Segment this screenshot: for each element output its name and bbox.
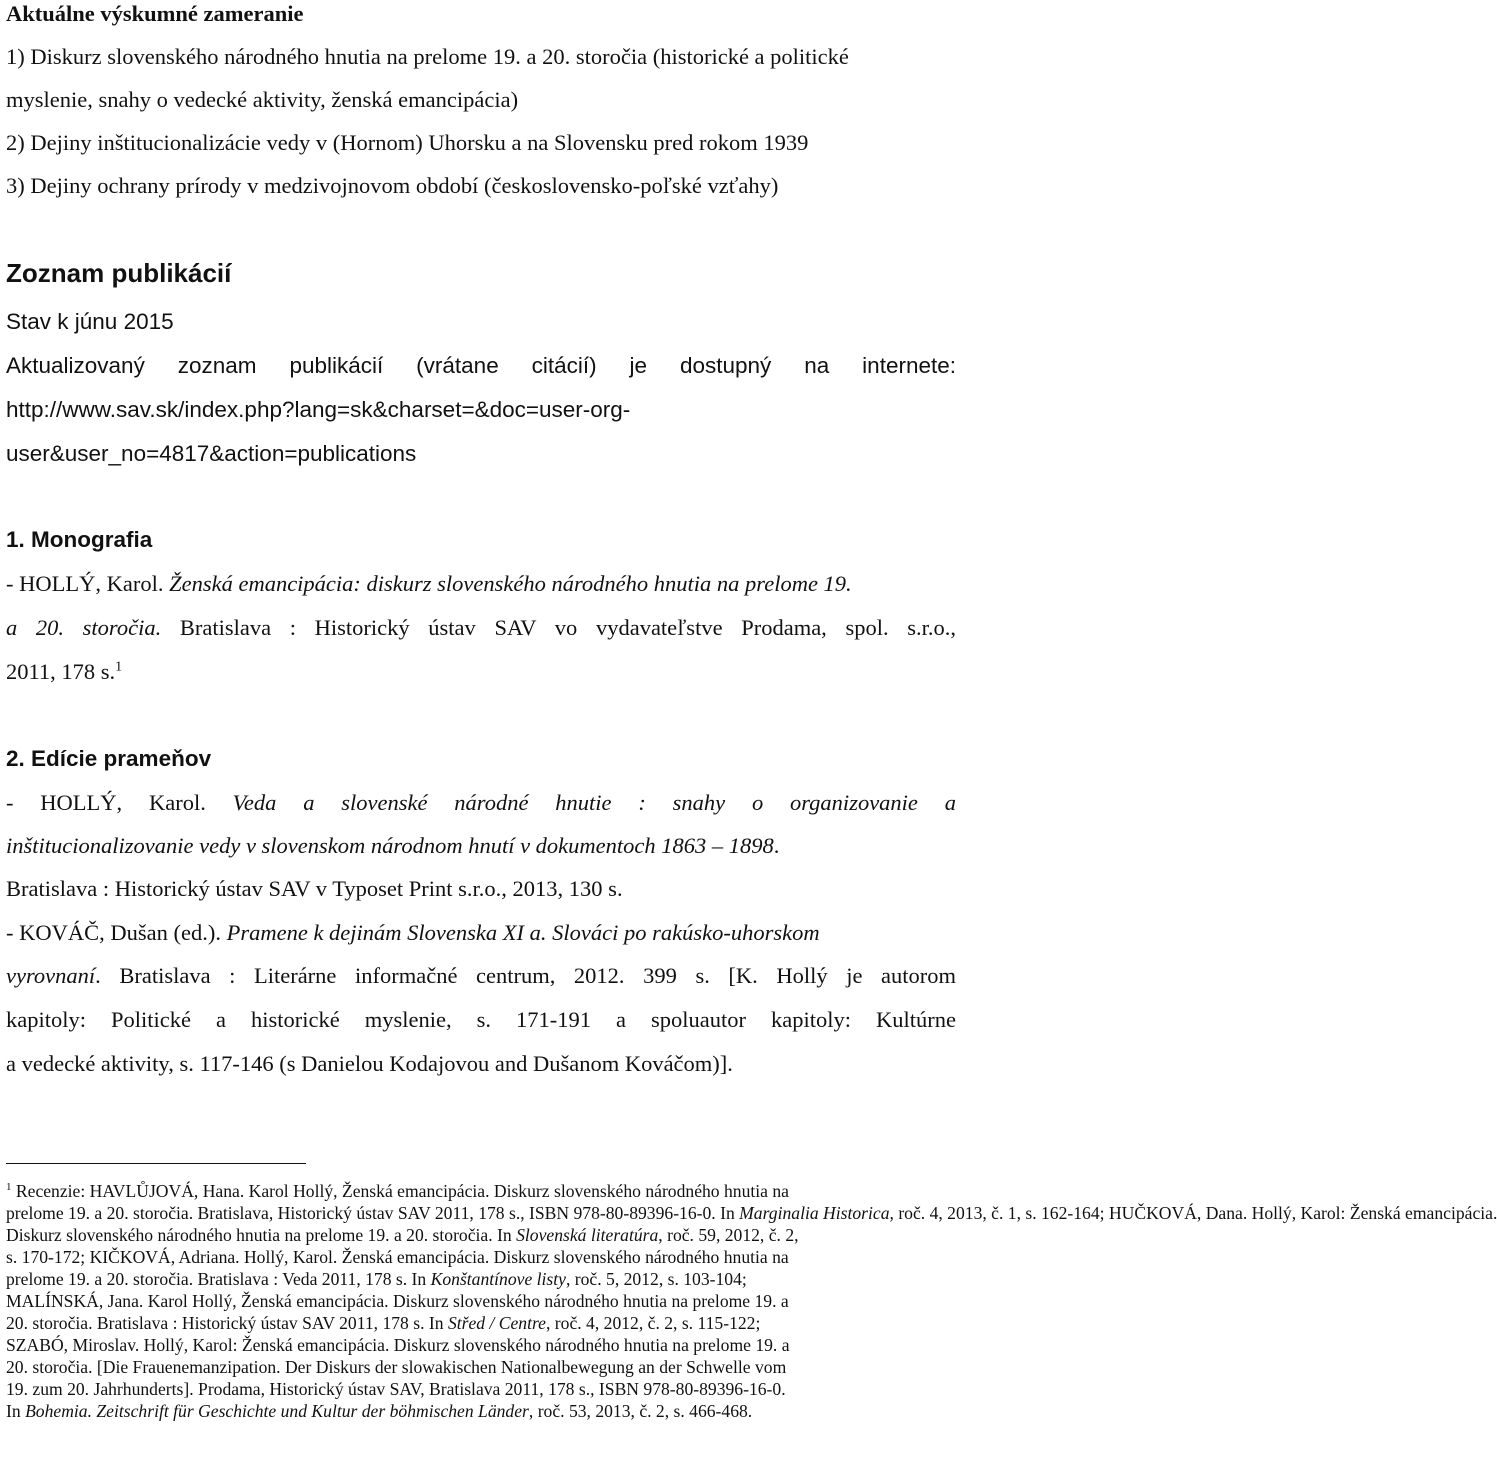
footnote-line-9: 20. storočia. [Die Frauenemanzipation. Der Diskurs der slowakischen Nationalbewegung an der Schwelle vom	[6, 1357, 787, 1377]
footnote-line-7	[6, 1312, 760, 1334]
footnote-line-1	[6, 1180, 789, 1202]
monograph-title-cont: a 20. storočia.	[6, 615, 162, 640]
footnote-line-8: SZABÓ, Miroslav. Hollý, Karol: Ženská emancipácia. Diskurz slovenského národného hnutia na prelome 19. a	[6, 1335, 790, 1355]
footnote-line-2	[6, 1202, 1497, 1224]
edition-2-line-3: kapitoly: Politické a historické myslenie, s. 171-191 a spoluautor kapitoly: Kultúrne	[6, 1007, 956, 1032]
footnote-journal: Střed / Centre	[447, 1313, 546, 1333]
research-line-3: 2) Dejiny inštitucionalizácie vedy v (Hornom) Uhorsku a na Slovensku pred rokom 1939	[6, 130, 809, 155]
footnote-text: , roč. 59, 2012, č. 2,	[658, 1225, 799, 1245]
footnote-ref-1[interactable]: 1	[115, 659, 123, 675]
footnote-line-3	[6, 1224, 799, 1246]
footnote-mark: 1	[6, 1181, 12, 1194]
footnote-journal: Bohemia. Zeitschrift für Geschichte und Kultur der böhmischen Länder	[25, 1401, 529, 1421]
footnote-journal: Marginalia Historica	[739, 1203, 890, 1223]
monograph-author: - HOLLÝ, Karol.	[6, 571, 170, 596]
edition-1-title-end: .	[773, 833, 780, 858]
edition-2-author: - KOVÁČ, Dušan (ed.).	[6, 920, 227, 945]
footnote-text: , roč. 53, 2013, č. 2, s. 466-468.	[528, 1401, 753, 1421]
edition-2-publisher: . Bratislava : Literárne informačné centrum, 2012. 399 s. [K. Hollý je autorom	[95, 963, 956, 988]
footnote-line-5	[6, 1268, 747, 1290]
research-line-1: 1) Diskurz slovenského národného hnutia na prelome 19. a 20. storočia (historické a politické	[6, 44, 849, 69]
edition-1-title-cont: inštitucionalizovanie vedy v slovenskom národnom hnutí v dokumentoch 1863 – 1898	[6, 833, 774, 858]
edition-2-line-4: a vedecké aktivity, s. 117-146 (s Danielou Kodajovou and Dušanom Kováčom)].	[6, 1051, 733, 1076]
footnote-text: prelome 19. a 20. storočia. Bratislava : Veda 2011, 178 s. In	[6, 1269, 431, 1289]
research-heading: Aktuálne výskumné zameranie	[6, 1, 304, 26]
publications-url-line-2[interactable]: user&user_no=4817&action=publications	[6, 441, 417, 466]
monograph-line-1	[6, 570, 852, 598]
footnote-journal: Konštantínove listy	[430, 1269, 566, 1289]
edition-2-title: Pramene k dejinám Slovenska XI a. Slováci po rakúsko-uhorskom	[226, 920, 820, 945]
editions-heading: 2. Edície prameňov	[6, 746, 212, 771]
footnote-text: prelome 19. a 20. storočia. Bratislava, Historický ústav SAV 2011, 178 s., ISBN 978-80-89396-16-0. In	[6, 1203, 740, 1223]
monograph-line-3	[6, 658, 122, 686]
footnote-text: Recenzie: HAVLŮJOVÁ, Hana. Karol Hollý, Ženská emancipácia. Diskurz slovenského národného hnutia na	[11, 1181, 789, 1201]
edition-1-line-2	[6, 832, 779, 860]
publications-heading: Zoznam publikácií	[6, 258, 232, 288]
footnote-text: , roč. 5, 2012, s. 103-104;	[565, 1269, 747, 1289]
edition-2-line-1	[6, 919, 820, 947]
footnote-journal: Slovenská literatúra	[516, 1225, 659, 1245]
footnote-text: Diskurz slovenského národného hnutia na prelome 19. a 20. storočia. In	[6, 1225, 517, 1245]
edition-1-line-3: Bratislava : Historický ústav SAV v Typoset Print s.r.o., 2013, 130 s.	[6, 876, 623, 901]
footnote-line-4: s. 170-172; KIČKOVÁ, Adriana. Hollý, Karol. Ženská emancipácia. Diskurz slovenského národného hnutia na	[6, 1247, 789, 1267]
monograph-publisher: Bratislava : Historický ústav SAV vo vydavateľstve Prodama, spol. s.r.o.,	[161, 615, 957, 640]
edition-2-line-2	[6, 962, 956, 990]
footnote-text: In	[6, 1401, 26, 1421]
publications-url-line-1[interactable]: http://www.sav.sk/index.php?lang=sk&charset=&doc=user-org-	[6, 397, 631, 422]
publications-intro: Aktualizovaný zoznam publikácií (vrátane citácií) je dostupný na internete:	[6, 353, 956, 378]
monograph-title: Ženská emancipácia: diskurz slovenského národného hnutia na prelome 19.	[169, 571, 852, 596]
research-line-4: 3) Dejiny ochrany prírody v medzivojnovom období (československo-poľské vzťahy)	[6, 173, 779, 198]
footnote-text: , roč. 4, 2013, č. 1, s. 162-164; HUČKOVÁ, Dana. Hollý, Karol: Ženská emancipácia.	[889, 1203, 1497, 1223]
footnote-text: 20. storočia. Bratislava : Historický ústav SAV 2011, 178 s. In	[6, 1313, 448, 1333]
research-line-2: myslenie, snahy o vedecké aktivity, ženská emancipácia)	[6, 87, 519, 112]
footnote-text: , roč. 4, 2012, č. 2, s. 115-122;	[546, 1313, 761, 1333]
edition-2-title-cont: vyrovnaní	[6, 963, 96, 988]
footnote-line-6: MALÍNSKÁ, Jana. Karol Hollý, Ženská emancipácia. Diskurz slovenského národného hnutia na prelome 19. a	[6, 1291, 789, 1311]
footnote-line-10: 19. zum 20. Jahrhunderts]. Prodama, Historický ústav SAV, Bratislava 2011, 178 s., ISBN 978-80-89396-16-0.	[6, 1379, 786, 1399]
footnote-separator	[6, 1163, 306, 1164]
footnote-line-11	[6, 1400, 752, 1422]
monograph-line-2	[6, 614, 956, 642]
edition-1-author: - HOLLÝ, Karol.	[6, 790, 233, 815]
publications-status: Stav k júnu 2015	[6, 309, 174, 334]
edition-1-title: Veda a slovenské národné hnutie : snahy o organizovanie a	[232, 790, 956, 815]
monograph-heading: 1. Monografia	[6, 527, 153, 552]
monograph-pages: 2011, 178 s.	[6, 659, 116, 684]
edition-1-line-1	[6, 789, 956, 817]
